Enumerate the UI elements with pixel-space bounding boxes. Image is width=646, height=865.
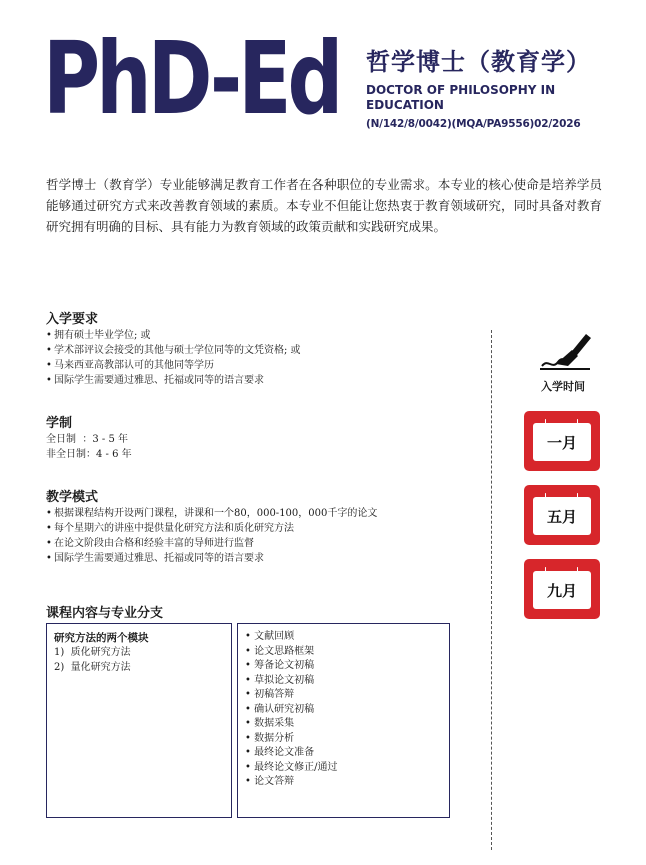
- list-item: • 草拟论文初稿: [245, 674, 315, 686]
- intake-month: 五月: [533, 497, 591, 535]
- list-item: • 最终论文准备: [245, 747, 315, 758]
- mode-heading: 教学模式: [46, 490, 99, 505]
- list-item: • 数据分析: [245, 732, 295, 744]
- entry-requirements-section: [46, 308, 466, 388]
- list-item: 1) 质化研究方法: [54, 647, 131, 658]
- intake-calendar-january: [524, 411, 600, 471]
- intro-paragraph: 哲学博士（教育学）专业能够满足教育工作者在各种职位的专业需求。本专业的核心使命是培养学员能够通过研究方式来改善教育领域的素质。本专业不但能让您热衷于教育领域研究，同时具备对教育研究拥有明确的目标、具有能力为教育领域的政策贡献和实践研究成果。: [46, 177, 602, 234]
- program-header: [366, 48, 591, 130]
- list-item: • 文献回顾: [245, 631, 295, 642]
- list-item: • 拥有硕士毕业学位; 或: [46, 330, 151, 341]
- duration-section: [46, 412, 346, 462]
- program-title-zh: 哲学博士（教育学）: [366, 48, 591, 76]
- research-methods-title: 研究方法的两个模块: [54, 632, 149, 644]
- list-item: • 确认研究初稿: [245, 703, 315, 715]
- list-item: • 在论文阶段由合格和经验丰富的导师进行监督: [46, 538, 254, 549]
- list-item: • 根据课程结构开设两门课程，讲课和一个80，000-100，000千字的论文: [46, 508, 378, 519]
- list-item: • 国际学生需要通过雅思、托福或同等的语言要求: [46, 553, 264, 564]
- list-item: • 筹备论文初稿: [245, 660, 315, 671]
- research-methods-box: [46, 623, 232, 818]
- accreditation-code: (N/142/8/0042)(MQA/PA9556)02/2026: [366, 117, 581, 130]
- full-time-duration: 全日制 ：3 - 5 年: [46, 434, 128, 445]
- program-title-en: DOCTOR OF PHILOSOPHY IN EDUCATION: [366, 82, 556, 113]
- list-item: • 学术部评议会接受的其他与硕士学位同等的文凭资格; 或: [46, 345, 301, 356]
- intake-label: 入学时间: [541, 380, 585, 393]
- intake-month: 一月: [533, 423, 591, 461]
- list-item: • 论文答辩: [245, 776, 295, 787]
- list-item: • 每个星期六的讲座中提供量化研究方法和质化研究方法: [46, 523, 294, 534]
- list-item: • 国际学生需要通过雅思、托福或同等的语言要求: [46, 375, 264, 386]
- thesis-stages-box: [237, 623, 450, 818]
- list-item: • 最终论文修正/通过: [245, 761, 338, 773]
- list-item: • 初稿答辩: [245, 689, 295, 700]
- column-divider: [491, 330, 492, 850]
- intake-calendar-september: [524, 559, 600, 619]
- intake-month: 九月: [533, 571, 591, 609]
- list-item: • 马来西亚高教部认可的其他同等学历: [46, 360, 214, 371]
- pen-writing-icon: [538, 330, 592, 372]
- part-time-duration: 非全日制：4 - 6 年: [46, 449, 132, 460]
- list-item: • 数据采集: [245, 718, 295, 729]
- program-logo: PhD-Ed: [43, 22, 340, 138]
- list-item: 2) 量化研究方法: [54, 661, 131, 673]
- list-item: • 论文思路框架: [245, 645, 315, 657]
- teaching-mode-section: [46, 486, 476, 566]
- duration-heading: 学制: [46, 416, 73, 431]
- intake-calendar-may: [524, 485, 600, 545]
- entry-heading: 入学要求: [46, 312, 99, 327]
- curriculum-heading: 课程内容与专业分支: [46, 606, 164, 621]
